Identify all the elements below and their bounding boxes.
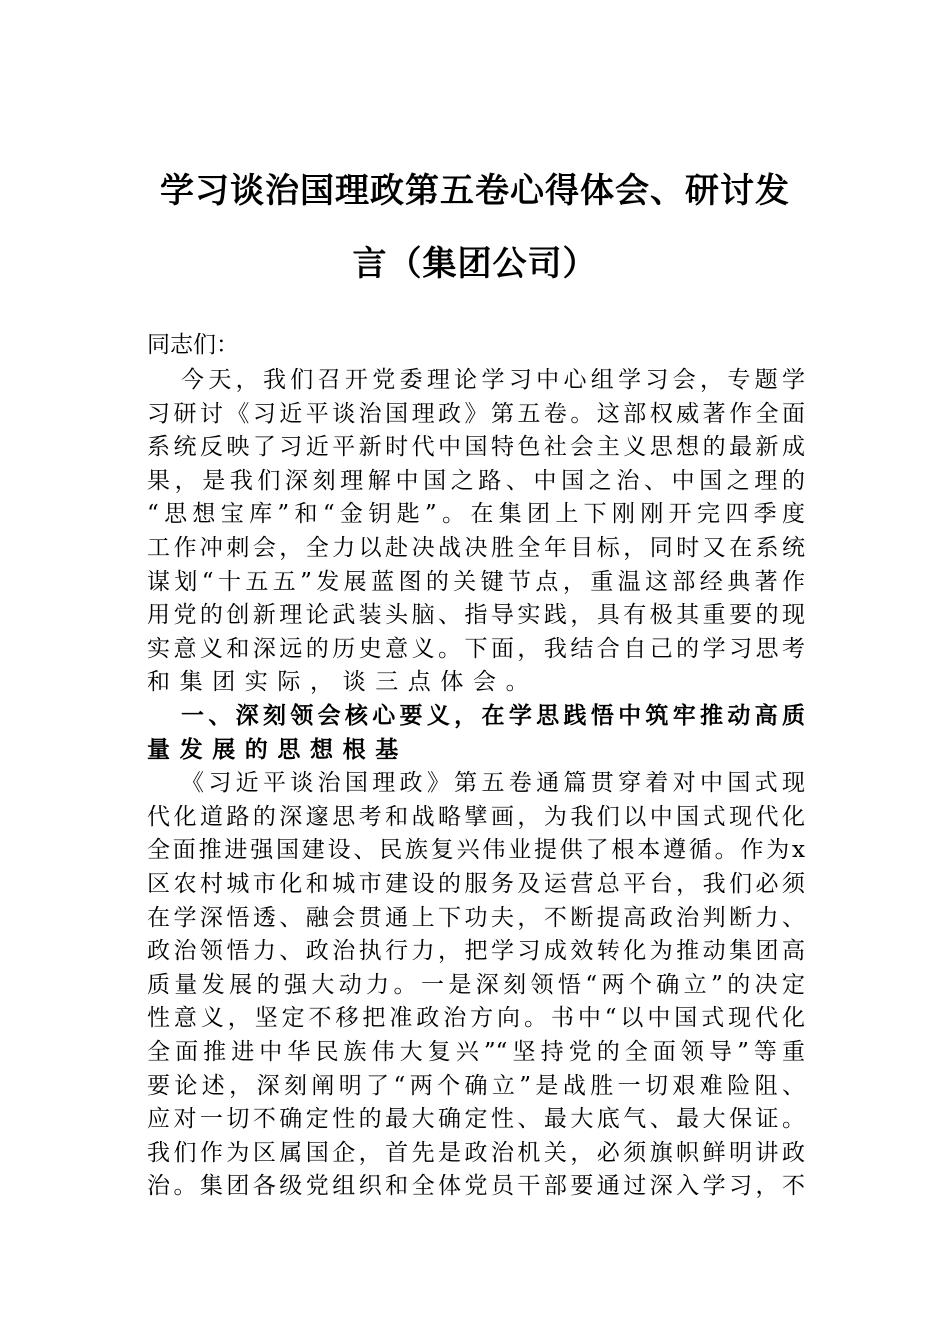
paragraph-line: 质量发展的强大动力。一是深刻领悟“两个确立”的决定 (147, 971, 805, 998)
paragraph-line: 工作冲刺会，全力以赴决战决胜全年目标，同时又在系统 (147, 535, 805, 561)
paragraph-line: 性意义，坚定不移把准政治方向。书中“以中国式现代化 (147, 1005, 805, 1032)
paragraph-line: 《习近平谈治国理政》第五卷通篇贯穿着对中国式现 (181, 770, 805, 797)
paragraph-line: 今天，我们召开党委理论学习中心组学习会，专题学 (181, 367, 805, 393)
paragraph-line: 区农村城市化和城市建设的服务及运营总平台，我们必须 (147, 871, 805, 897)
paragraph-line: 习研讨《习近平谈治国理政》第五卷。这部权威著作全面 (147, 400, 805, 427)
paragraph-line: 代化道路的深邃思考和战略擘画，为我们以中国式现代化 (147, 803, 805, 830)
paragraph-line: 谋划“十五五”发展蓝图的关键节点，重温这部经典著作 (147, 568, 805, 595)
paragraph-line: 治。集团各级党组织和全体党员干部要通过深入学习，不 (147, 1173, 805, 1200)
paragraph-line: 和集团实际，谈三点体会。 (147, 669, 539, 696)
document-title-line-2: 言（集团公司） (352, 244, 598, 284)
section-heading-line: 量发展的思想根基 (147, 736, 408, 763)
paragraph-line: 系统反映了习近平新时代中国特色社会主义思想的最新成 (147, 434, 805, 461)
paragraph-line: 在学深悟透、融会贯通上下功夫，不断提高政治判断力、 (147, 904, 805, 931)
paragraph-line: “思想宝库”和“金钥匙”。在集团上下刚刚开完四季度 (147, 501, 805, 528)
paragraph-line: 政治领悟力、政治执行力，把学习成效转化为推动集团高 (147, 938, 805, 965)
section-heading-line: 一、深刻领会核心要义，在学思践悟中筑牢推动高质 (181, 703, 805, 729)
paragraph-line: 要论述，深刻阐明了“两个确立”是战胜一切艰难险阻、 (147, 1072, 805, 1099)
paragraph-line: 全面推进中华民族伟大复兴”“坚持党的全面领导”等重 (147, 1039, 805, 1065)
paragraph-line: 我们作为区属国企，首先是政治机关，必须旗帜鲜明讲政 (147, 1139, 805, 1166)
salutation: 同志们： (147, 332, 239, 358)
document-title-line-1: 学习谈治国理政第五卷心得体会、研讨发 (160, 171, 790, 211)
paragraph-line: 全面推进强国建设、民族复兴伟业提供了根本遵循。作为x (147, 837, 805, 864)
paragraph-line: 应对一切不确定性的最大确定性、最大底气、最大保证。 (147, 1106, 805, 1133)
paragraph-line: 实意义和深远的历史意义。下面，我结合自己的学习思考 (147, 635, 805, 662)
paragraph-line: 果，是我们深刻理解中国之路、中国之治、中国之理的 (147, 467, 805, 494)
paragraph-line: 用党的创新理论武装头脑、指导实践，具有极其重要的现 (147, 602, 805, 629)
